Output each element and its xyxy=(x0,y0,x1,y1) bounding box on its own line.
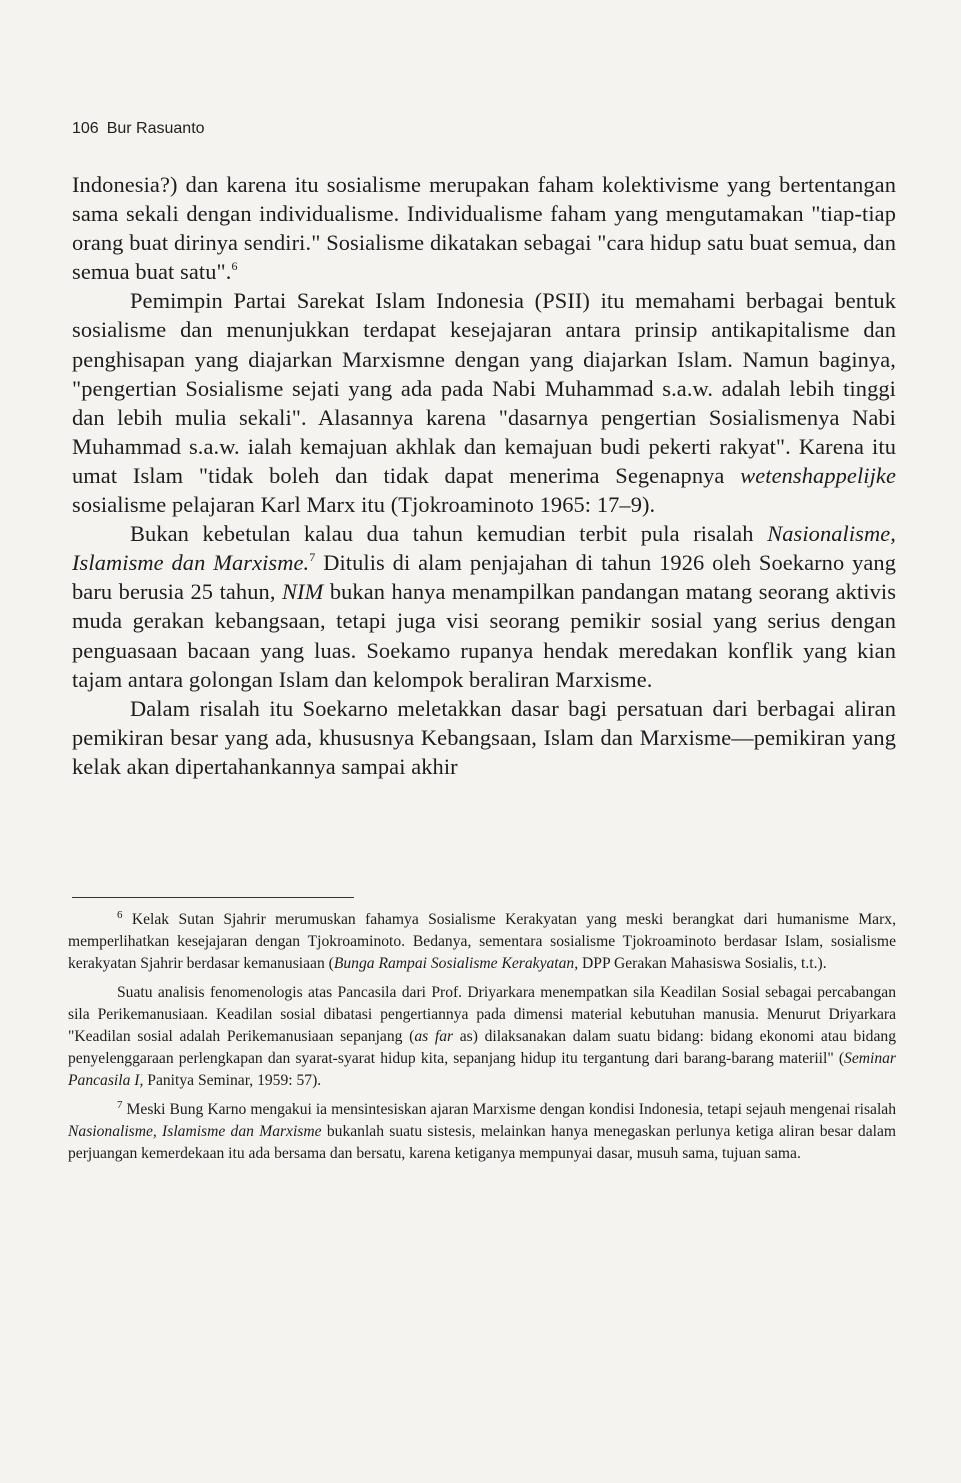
paragraph-3-end: bukan hanya menampilkan pandangan matang seorang aktivis muda gerakan kebangsaan, tetapi juga visi seorang pemikir sosial yang serius dengan penguasaan bacaan yang luas. Soekamo rupanya hendak meredakan konflik yang kian tajam antara golongan Islam dan kelompok beraliran Marxisme. xyxy=(72,579,897,692)
paragraph-3-abbrev: NIM xyxy=(282,579,324,605)
footnote-6-mark: 6 xyxy=(117,909,123,921)
footnote-ref-7: 7 xyxy=(309,550,316,565)
paragraph-1-text: Indonesia?) dan karena itu sosialisme merupakan faham kolektivisme yang bertentangan sama sekali dengan individualisme. Individualisme faham yang mengutamakan "tiap-tiap orang buat dirinya sendiri." Sosialisme dikatakan sebagai "cara hidup satu buat semua, dan semua buat satu". xyxy=(72,172,896,285)
footnote-7-text: Meski Bung Karno mengakui ia mensintesiskan ajaran Marxisme dengan kondisi Indonesia, tetapi sejauh mengenai risalah xyxy=(126,1101,897,1119)
running-author: Bur Rasuanto xyxy=(106,120,205,137)
footnote-7-mark: 7 xyxy=(117,1099,123,1112)
paragraph-2-text: Pemimpin Partai Sarekat Islam Indonesia (PSII) itu memahami berbagai bentuk sosialisme dan menunjukkan terdapat kesejajaran antara prinsip antikapitalisme dan penghisapan yang diajarkan Marxismne dengan yang diajarkan Islam. Namun baginya, "pengertian Sosialisme sejati yang ada pada Nabi Muhammad s.a.w. adalah lebih tinggi dan lebih mulia sekali". Alasannya karena "dasarnya pengertian Sosialismenya Nabi Muhammad s.a.w. ialah kemajuan akhlak dan kemajuan budi pekerti rakyat". Karena itu umat Islam "tidak boleh dan tidak dapat menerima Segenapnya xyxy=(72,288,896,488)
footnote-7 xyxy=(68,1099,896,1164)
paragraph-2 xyxy=(72,286,896,519)
paragraph-1 xyxy=(72,170,896,286)
main-text xyxy=(72,170,896,781)
paragraph-3 xyxy=(72,519,896,694)
paragraph-4 xyxy=(72,694,896,781)
footnote-7-italic: Nasionalisme, Islamisme dan Marxisme xyxy=(68,1123,322,1141)
footnote-7-end: bukanlah suatu sistesis, melainkan hanya menegaskan perlunya ketiga aliran besar dalam perjuangan kemerdekaan itu ada bersama dan bersatu, karena ketiganya mempunyai dasar, musuh sama, tujuan sama. xyxy=(68,1123,896,1162)
footnote-6b-text: Suatu analisis fenomenologis atas Pancasila dari Prof. Driyarkara menempatkan sila Keadilan Sosial sebagai percabangan sila Perikemanusiaan. Keadilan sosial dibatasi pengertiannya pada dimensi material kebutuhan manusia. Menurut Driyarkara "Keadilan sosial adalah Perikemanusiaan sepanjang ( xyxy=(68,984,896,1045)
paragraph-3-title: Nasionalisme, Islamisme dan Marxisme. xyxy=(72,521,896,576)
paragraph-3-mid: Ditulis di alam penjajahan di tahun 1926 oleh Soekarno yang baru berusia 25 tahun, xyxy=(72,550,896,605)
footnote-ref-6: 6 xyxy=(231,259,238,274)
footnote-6-italic: Bunga Rampai Sosialisme Kerakyatan, xyxy=(333,954,579,972)
footnote-6-continued xyxy=(68,982,896,1091)
footnote-6b-italic-1: as far xyxy=(414,1027,454,1045)
footnote-divider xyxy=(72,897,354,898)
footnotes xyxy=(68,909,896,1173)
footnote-6 xyxy=(68,909,896,974)
paragraph-3-start: Bukan kebetulan kalau dua tahun kemudian terbit pula risalah xyxy=(130,521,754,547)
page-number: 106 xyxy=(72,120,99,137)
footnote-6-text: Kelak Sutan Sjahrir merumuskan fahamya Sosialisme Kerakyatan yang meski berangkat dari humanisme Marx, memperlihatkan kesejajaran dengan Tjokroaminoto. Bedanya, sementara sosialisme Tjokroaminoto berdasar Islam, sosialisme kerakyatan Sjahrir berdasar kemanusiaan ( xyxy=(68,911,896,972)
running-header xyxy=(72,120,205,138)
paragraph-4-text: Dalam risalah itu Soekarno meletakkan dasar bagi persatuan dari berbagai aliran pemikiran besar yang ada, khususnya Kebangsaan, Islam dan Marxisme—pemikiran yang kelak akan dipertahankannya sampai akhir xyxy=(72,695,896,779)
footnote-6b-end: Panitya Seminar, 1959: 57). xyxy=(147,1071,322,1089)
footnote-6-end: DPP Gerakan Mahasiswa Sosialis, t.t.). xyxy=(582,954,827,972)
footnote-6b-italic-2: Seminar Pancasila I, xyxy=(68,1049,896,1089)
footnote-6b-mid: as) dilaksanakan dalam suatu bidang: bidang ekonomi atau bidang penyelenggaraan perlengkapan dan syarat-syarat hidup kita, sepanjang hidup itu tergantung dari barang-barang materiil" ( xyxy=(68,1027,896,1067)
paragraph-2-italic: wetenshappelijke xyxy=(740,462,897,488)
paragraph-2-end: sosialisme pelajaran Karl Marx itu (Tjokroaminoto 1965: 17–9). xyxy=(72,492,656,518)
